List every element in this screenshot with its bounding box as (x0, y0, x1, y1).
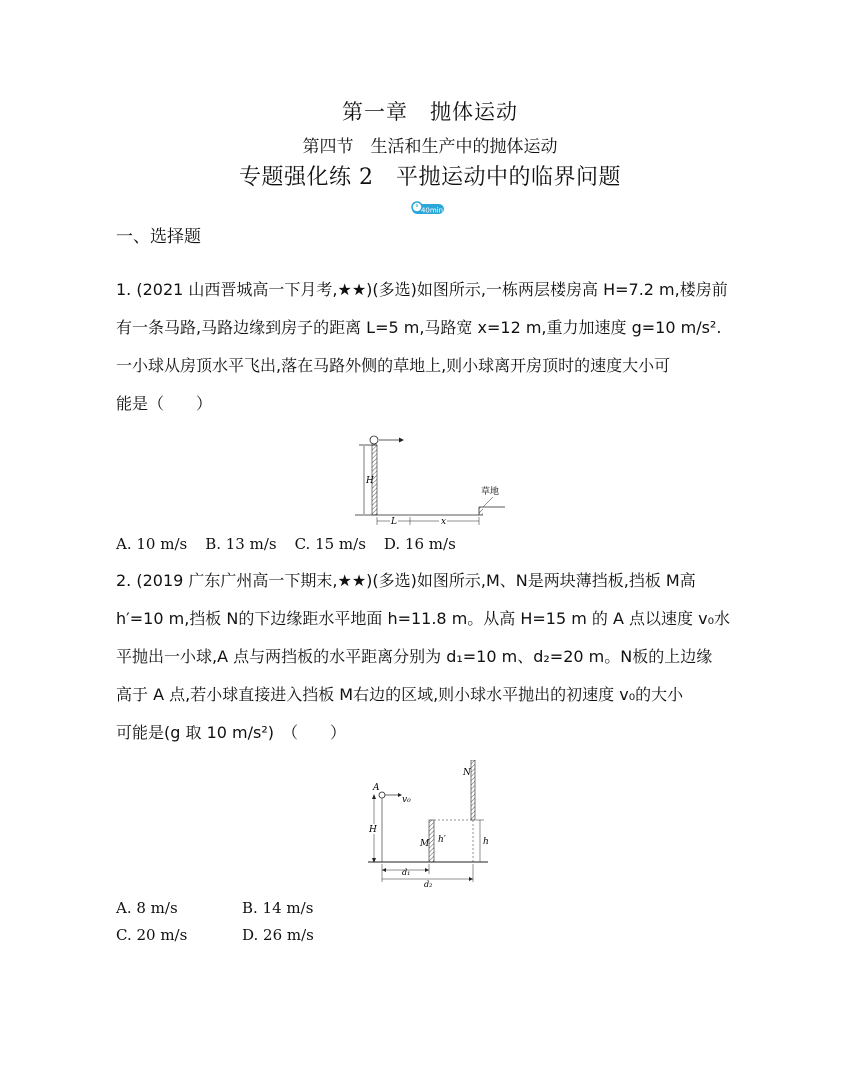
q1-figure (355, 433, 505, 528)
svg-text:H: H (366, 476, 374, 486)
q2-line: 2. (2019 广东广州高一下期末,★★)(多选)如图所示,M、N是两块薄挡板,挡板 M高 (116, 571, 696, 590)
svg-text:H: H (369, 825, 377, 835)
q1-options (116, 535, 456, 553)
svg-text:L: L (391, 517, 397, 527)
q2-line: 平抛出一小球,A 点与两挡板的水平距离分别为 d₁=10 m、d₂=20 m。N板的上边缘 (116, 647, 713, 666)
question-1 (116, 271, 756, 423)
question-2 (116, 562, 756, 752)
q2-options-row1 (116, 899, 313, 917)
svg-text:d₂: d₂ (424, 880, 433, 888)
q1-option-b[interactable]: B. 13 m/s (205, 535, 277, 553)
part-title: 一、选择题 (116, 227, 201, 247)
svg-text:N: N (463, 768, 471, 778)
q2-figure (360, 760, 490, 888)
svg-text:h: h (483, 837, 489, 847)
section-title: 第四节 生活和生产中的抛体运动 (302, 137, 558, 157)
chapter-title: 第一章 抛体运动 (342, 100, 518, 124)
svg-text:M: M (420, 839, 430, 849)
q1-option-c[interactable]: C. 15 m/s (294, 535, 366, 553)
svg-text:x: x (441, 517, 447, 527)
svg-text:v₀: v₀ (402, 795, 411, 805)
q2-option-c[interactable]: C. 20 m/s (116, 926, 188, 944)
q1-option-a[interactable]: A. 10 m/s (116, 535, 188, 553)
exercise-title: 专题强化练 2 平抛运动中的临界问题 (239, 165, 621, 190)
q1-line: 能是（ ） (116, 394, 213, 413)
q2-option-b[interactable]: B. 14 m/s (242, 899, 314, 917)
q1-line: 1. (2021 山西晋城高一下月考,★★)(多选)如图所示,一栋两层楼房高 H=7.2 m,楼房前 (116, 280, 728, 299)
svg-text:d₁: d₁ (402, 868, 411, 877)
q1-line: 一小球从房顶水平飞出,落在马路外侧的草地上,则小球离开房顶时的速度大小可 (116, 356, 671, 375)
timer-badge-text: 40min (420, 206, 444, 215)
q2-option-d[interactable]: D. 26 m/s (242, 926, 314, 944)
q2-line: h′=10 m,挡板 N的下边缘距水平地面 h=11.8 m。从高 H=15 m 的 A 点以速度 v₀水 (116, 609, 731, 628)
q2-options-row2 (116, 926, 314, 944)
timer-badge-icon (411, 201, 445, 216)
svg-text:A: A (373, 783, 380, 793)
svg-text:草地: 草地 (481, 487, 500, 497)
svg-text:h′: h′ (438, 835, 446, 845)
q1-option-d[interactable]: D. 16 m/s (383, 535, 456, 553)
q1-line: 有一条马路,马路边缘到房子的距离 L=5 m,马路宽 x=12 m,重力加速度 g=10 m/s². (116, 318, 722, 337)
q2-line: 高于 A 点,若小球直接进入挡板 M右边的区域,则小球水平抛出的初速度 v₀的大小 (116, 685, 684, 704)
q2-line: 可能是(g 取 10 m/s²) （ ） (116, 723, 346, 742)
q2-option-a[interactable]: A. 8 m/s (116, 899, 178, 917)
